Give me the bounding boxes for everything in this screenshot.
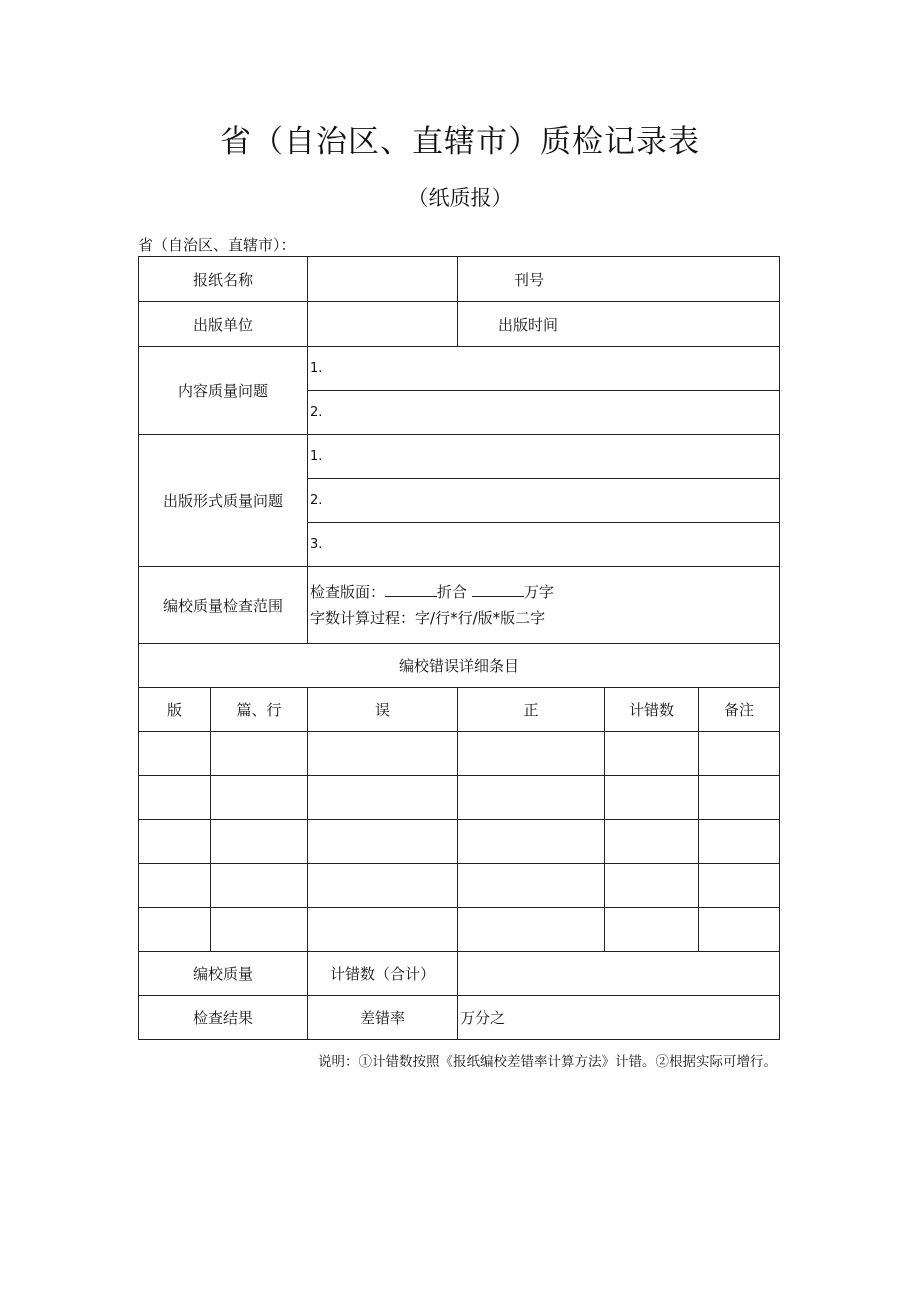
col-article-line: 篇、行 [211,688,308,732]
label-result-2: 检查结果 [139,996,308,1040]
table-cell[interactable] [139,732,211,776]
label-format-issues: 出版形式质量问题 [139,435,308,567]
table-cell[interactable] [308,776,458,820]
table-cell[interactable] [605,732,699,776]
table-row [139,864,780,908]
table-cell[interactable] [699,908,780,952]
field-check-scope[interactable] [308,567,780,644]
table-row [139,820,780,864]
label-error-count-total: 计错数（合计） [308,952,458,996]
table-cell[interactable] [458,820,605,864]
table-cell[interactable] [211,820,308,864]
scope-words-unit: 万字 [523,583,554,601]
label-result-1: 编校质量 [139,952,308,996]
detail-header: 编校错误详细条目 [139,644,780,688]
scope-pages-blank[interactable] [385,582,437,597]
table-cell[interactable] [458,864,605,908]
field-error-rate[interactable]: 万分之 [458,996,780,1040]
table-cell[interactable] [211,732,308,776]
page-subtitle: （纸质报） [407,186,513,210]
table-cell[interactable] [211,864,308,908]
table-cell[interactable] [699,732,780,776]
table-cell[interactable] [458,732,605,776]
col-page: 版 [139,688,211,732]
table-cell[interactable] [458,776,605,820]
footnote: 说明：①计错数按照《报纸编校差错率计算方法》计错。②根据实际可增行。 [318,1054,777,1070]
table-cell[interactable] [139,864,211,908]
row-publisher [139,302,780,347]
col-correct: 正 [458,688,605,732]
region-label: 省（自治区、直辖市）： [138,236,296,254]
row-result-rate [139,996,780,1040]
field-format-issue-1[interactable]: 1. [308,435,780,479]
table-cell[interactable] [211,776,308,820]
label-pub-time: 出版时间 [458,302,780,347]
row-check-scope [139,567,780,644]
table-cell[interactable] [699,820,780,864]
scope-pages-label: 检查版面： [310,583,386,601]
table-cell[interactable] [458,908,605,952]
table-cell[interactable] [605,820,699,864]
row-result-count [139,952,780,996]
field-newspaper-name[interactable] [308,257,458,302]
table-cell[interactable] [605,776,699,820]
row-content-issue-1 [139,347,780,391]
row-format-issue-1 [139,435,780,479]
table-cell[interactable] [699,864,780,908]
label-newspaper-name: 报纸名称 [139,257,308,302]
table-row [139,776,780,820]
table-cell[interactable] [308,908,458,952]
row-columns [139,688,780,732]
row-detail-header [139,644,780,688]
page-title: 省（自治区、直辖市）质检记录表 [220,124,700,160]
label-content-issues: 内容质量问题 [139,347,308,435]
table-cell[interactable] [139,908,211,952]
scope-words-blank[interactable] [472,582,524,597]
label-publisher: 出版单位 [139,302,308,347]
label-check-scope: 编校质量检查范围 [139,567,308,644]
inspection-form-table [138,256,780,1040]
label-issue-no: 刊号 [458,257,780,302]
scope-line-1 [310,579,779,605]
scope-equiv-label: 折合 [437,583,468,601]
scope-line-2: 字数计算过程：字/行*行/版*版二字 [310,609,546,627]
table-cell[interactable] [699,776,780,820]
table-cell[interactable] [139,776,211,820]
field-content-issue-2[interactable]: 2. [308,391,780,435]
field-format-issue-3[interactable]: 3. [308,523,780,567]
col-error-count: 计错数 [605,688,699,732]
field-format-issue-2[interactable]: 2. [308,479,780,523]
table-cell[interactable] [605,864,699,908]
row-newspaper-name [139,257,780,302]
table-cell[interactable] [308,864,458,908]
table-row [139,908,780,952]
label-error-rate: 差错率 [308,996,458,1040]
table-row [139,732,780,776]
col-wrong: 误 [308,688,458,732]
table-cell[interactable] [605,908,699,952]
field-content-issue-1[interactable]: 1. [308,347,780,391]
field-error-count-total[interactable] [458,952,780,996]
table-cell[interactable] [308,732,458,776]
field-publisher[interactable] [308,302,458,347]
table-cell[interactable] [308,820,458,864]
table-cell[interactable] [211,908,308,952]
table-cell[interactable] [139,820,211,864]
col-remarks: 备注 [699,688,780,732]
